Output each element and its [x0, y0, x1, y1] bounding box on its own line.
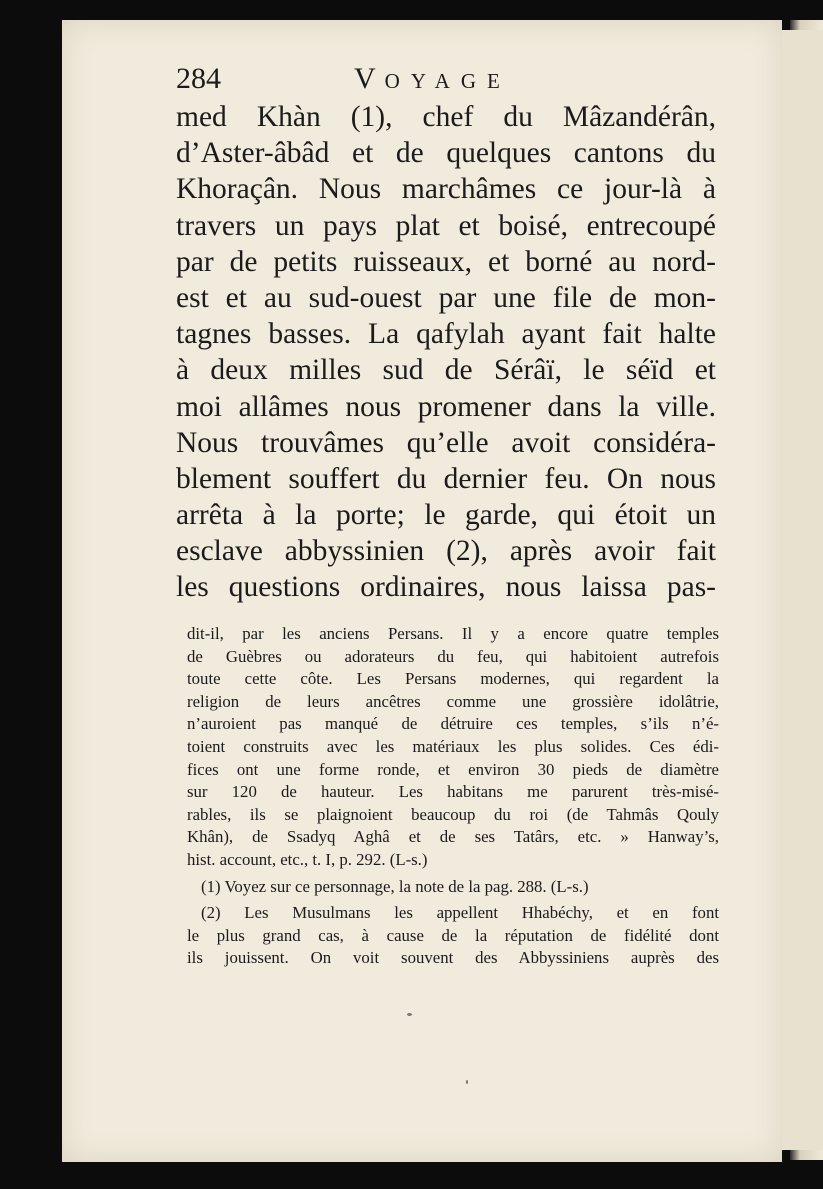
- text-line: esclave abbyssinien (2), après avoir fait: [176, 535, 716, 568]
- footnote-line: sur 120 de hauteur. Les habitans me parurent très-misé-: [187, 782, 719, 802]
- paper-speck: [466, 1080, 468, 1084]
- footnote-line: hist. account, etc., t. I, p. 292. (L-s.): [187, 849, 428, 869]
- text-line: d’Aster-âbâd et de quelques cantons du: [176, 137, 716, 170]
- footnote-line: fices ont une forme ronde, et environ 30 pieds de diamètre: [187, 759, 719, 779]
- text-line: Khoraçân. Nous marchâmes ce jour-là à: [176, 173, 716, 206]
- page-header: [176, 58, 716, 98]
- text-line: Nous trouvâmes qu’elle avoit considéra-: [176, 426, 716, 459]
- text-line: moi allâmes nous promener dans la ville.: [176, 390, 716, 423]
- footnote-1: (1) Voyez sur ce personnage, la note de la pag. 288. (L-s.): [201, 876, 589, 896]
- text-line: tagnes basses. La qafylah ayant fait halte: [176, 318, 716, 351]
- running-title-initial: V: [354, 62, 377, 95]
- footnotes: [187, 623, 719, 970]
- main-text: [176, 99, 716, 606]
- footnote-line: toute cette côte. Les Persans modernes, qui regardent la: [187, 669, 719, 689]
- paper-speck: [407, 1013, 412, 1016]
- text-line: par de petits ruisseaux, et borné au nord-: [176, 245, 716, 278]
- footnote-line: n’auroient pas manqué de détruire ces temples, s’ils n’é-: [187, 714, 719, 734]
- footnote-2-line: ils jouissent. On voit souvent des Abbyssiniens auprès des: [187, 948, 719, 968]
- running-title: [354, 62, 511, 96]
- footnote-2-line: le plus grand cas, à cause de la réputation de fidélité dont: [187, 925, 719, 945]
- page-number: 284: [176, 62, 221, 95]
- footnote-line: toient construits avec les matériaux les plus solides. Ces édi-: [187, 736, 719, 756]
- text-line: est et au sud-ouest par une file de mon-: [176, 281, 716, 314]
- footnote-line: Khân), de Ssadyq Aghâ et de ses Tatârs, etc. » Hanway’s,: [187, 827, 719, 847]
- footnote-line: de Guèbres ou adorateurs du feu, qui habitoient autrefois: [187, 646, 719, 666]
- footnote-line: dit-il, par les anciens Persans. Il y a encore quatre temples: [187, 624, 719, 643]
- text-line: blement souffert du dernier feu. On nous: [176, 462, 716, 495]
- text-line: les questions ordinaires, nous laissa pas-: [176, 571, 716, 604]
- footnote-line: religion de leurs ancêtres comme une grossière idolâtrie,: [187, 691, 719, 711]
- text-line: med Khàn (1), chef du Mâzandérân,: [176, 101, 716, 133]
- text-line: travers un pays plat et boisé, entrecoupé: [176, 209, 716, 242]
- footnote-2-line: (2) Les Musulmans les appellent Hhabéchy, et en font: [201, 903, 719, 923]
- text-line: arrêta à la porte; le garde, qui étoit un: [176, 499, 716, 532]
- text-line: à deux milles sud de Sérâï, le séïd et: [176, 354, 716, 387]
- running-title-rest: OYAGE: [384, 69, 511, 93]
- footnote-line: rables, ils se plaignoient beaucoup du roi (de Tahmâs Qouly: [187, 804, 719, 824]
